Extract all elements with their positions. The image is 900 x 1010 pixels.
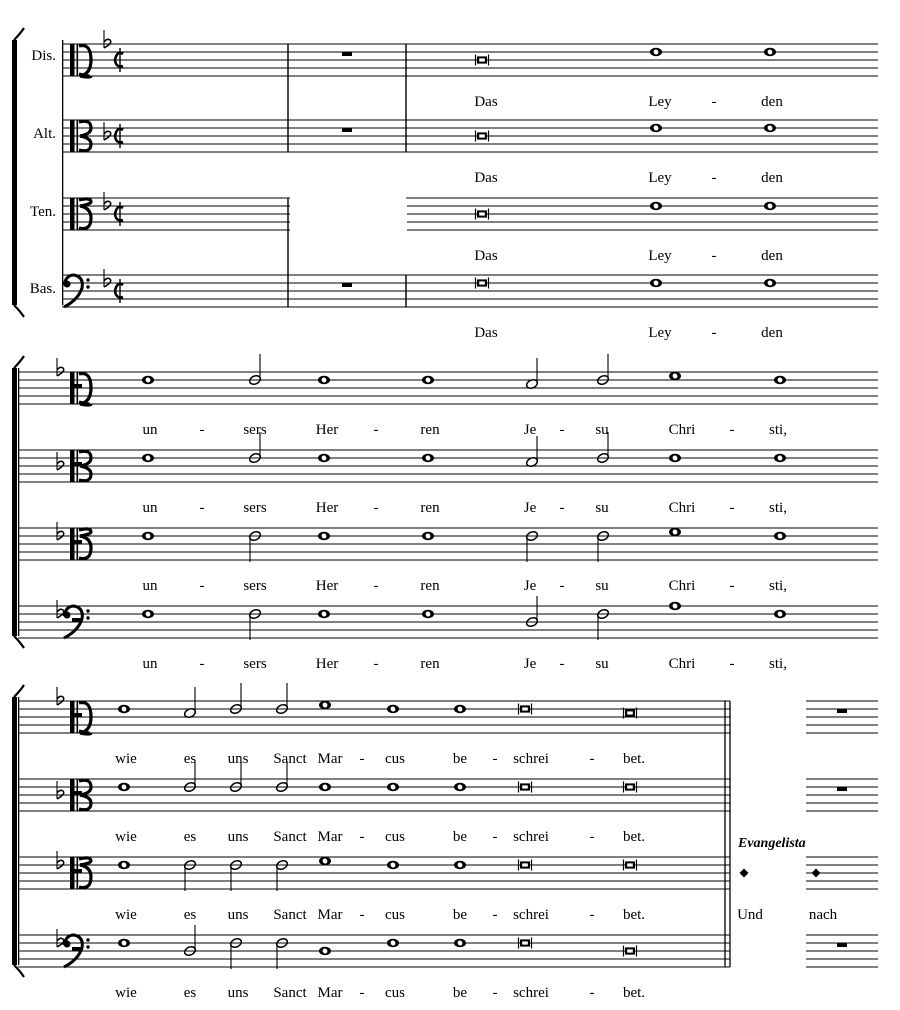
c-clef-curve <box>79 731 91 734</box>
c-clef-curve <box>79 136 91 151</box>
lyric-syllable: es <box>183 829 197 845</box>
c-clef-curve <box>79 536 91 559</box>
c-clef-icon <box>70 372 91 405</box>
bracket-hook <box>14 305 24 317</box>
lyric-syllable: - <box>589 829 595 845</box>
half-rest <box>72 540 82 544</box>
lyric-syllable: Sanct <box>273 985 307 1001</box>
c-clef-icon <box>70 44 91 77</box>
lyric-syllable: sers <box>243 656 267 672</box>
voice-name-tenor: Ten. <box>29 204 56 220</box>
c-clef-bar <box>70 120 75 152</box>
lyric-syllable: sers <box>243 500 267 516</box>
lyric-syllable: sti, <box>769 500 787 516</box>
lyric-syllable: Sanct <box>273 751 307 767</box>
lyric-syllable: Mar <box>317 985 343 1001</box>
lyric-syllable: schrei <box>513 751 549 767</box>
breve-note-hole <box>522 707 528 710</box>
lyric-syllable: bet. <box>622 907 646 923</box>
breve-note-hole <box>522 941 528 944</box>
lyric-syllable: - <box>559 578 565 594</box>
diamond-note-head <box>740 869 749 878</box>
whole-rest <box>837 787 847 791</box>
lyric-syllable: Ley <box>648 170 672 186</box>
lyric-syllable: Sanct <box>273 907 307 923</box>
staff-gap <box>290 196 407 232</box>
tempo-text-evangelista: Evangelista <box>738 836 806 851</box>
lyric-syllable: - <box>559 656 565 672</box>
lyric-syllable: - <box>711 325 717 341</box>
lyric-syllable: un <box>142 500 158 516</box>
lyric-syllable: Je <box>523 500 537 516</box>
lyric-syllable: su <box>595 656 609 672</box>
breve-note-hole <box>627 863 633 866</box>
lyric-syllable: cus <box>385 829 405 845</box>
lyric-syllable: - <box>711 248 717 264</box>
flat-icon <box>104 122 111 140</box>
lyric-syllable: sti, <box>769 656 787 672</box>
lyric-syllable: Mar <box>317 829 343 845</box>
lyric-syllable: wie <box>115 985 137 1001</box>
lyric-syllable: - <box>373 578 379 594</box>
lyric-syllable: Je <box>523 422 537 438</box>
system-bracket <box>12 28 24 317</box>
lyric-syllable: un <box>142 578 158 594</box>
lyric-syllable: Chri <box>668 578 696 594</box>
lyric-syllable: - <box>199 578 205 594</box>
half-rest <box>72 618 82 622</box>
bracket-hook <box>14 356 24 368</box>
lyric-syllable: - <box>589 985 595 1001</box>
half-rest <box>72 791 82 795</box>
lyric-syllable: es <box>183 985 197 1001</box>
staff-sys3-cont-voice1 <box>806 701 878 733</box>
c-clef-icon <box>70 701 91 734</box>
lyric-syllable: be <box>452 985 468 1001</box>
lyric-syllable: ren <box>420 500 440 516</box>
lyric-syllable: Her <box>315 578 339 594</box>
lyric-syllable: Ley <box>648 325 672 341</box>
half-rest <box>72 384 82 388</box>
lyric-syllable: Und <box>737 907 763 923</box>
lyric-syllable: - <box>359 829 365 845</box>
lyric-syllable: Her <box>315 500 339 516</box>
c-clef-curve <box>79 703 91 733</box>
lyric-syllable: ren <box>420 578 440 594</box>
half-rest <box>72 713 82 717</box>
whole-rest <box>342 52 352 56</box>
system-line <box>18 697 19 965</box>
lyric-syllable: Mar <box>317 907 343 923</box>
lyric-syllable: den <box>761 248 783 264</box>
breve-note-hole <box>522 863 528 866</box>
flat-icon <box>104 192 111 210</box>
bracket-hook <box>14 685 24 697</box>
lyric-syllable: - <box>492 985 498 1001</box>
c-clef-curve <box>79 46 91 76</box>
staff-sys1-voice1 <box>62 44 878 76</box>
voice-name-alt: Alt. <box>33 126 56 142</box>
c-clef-curve <box>79 121 91 136</box>
lyric-syllable: Das <box>474 248 498 264</box>
lyric-syllable: uns <box>227 985 249 1001</box>
lyric-syllable: - <box>729 578 735 594</box>
lyric-syllable: den <box>761 94 783 110</box>
lyric-syllable: - <box>359 985 365 1001</box>
breve-note-hole <box>479 134 485 137</box>
half-rest <box>72 947 82 951</box>
lyric-syllable: Das <box>474 94 498 110</box>
lyric-syllable: Mar <box>317 751 343 767</box>
lyric-syllable: - <box>492 829 498 845</box>
lyric-syllable: schrei <box>513 907 549 923</box>
lyric-syllable: un <box>142 656 158 672</box>
lyric-syllable: ren <box>420 422 440 438</box>
system-line <box>18 368 19 636</box>
lyric-syllable: be <box>452 907 468 923</box>
breve-note-hole <box>522 785 528 788</box>
lyric-syllable: be <box>452 829 468 845</box>
lyric-syllable: den <box>761 170 783 186</box>
lyric-syllable: es <box>183 907 197 923</box>
lyric-syllable: wie <box>115 751 137 767</box>
flat-icon <box>104 30 111 48</box>
c-clef-bar <box>70 44 75 76</box>
f-clef-blob <box>64 281 71 288</box>
breve-note-hole <box>627 949 633 952</box>
lyric-syllable: Her <box>315 656 339 672</box>
lyric-syllable: - <box>589 907 595 923</box>
lyric-syllable: den <box>761 325 783 341</box>
f-clef-dot <box>86 938 89 941</box>
lyric-syllable: sers <box>243 578 267 594</box>
lyric-syllable: Chri <box>668 656 696 672</box>
c-clef-bar <box>77 198 79 230</box>
lyric-syllable: Das <box>474 325 498 341</box>
c-clef-curve <box>79 466 91 481</box>
lyric-syllable: - <box>711 94 717 110</box>
staff-sys1-voice3 <box>62 198 878 230</box>
lyric-syllable: cus <box>385 985 405 1001</box>
lyric-syllable: - <box>199 500 205 516</box>
breve-note-hole <box>479 58 485 61</box>
breve-note-hole <box>627 711 633 714</box>
f-clef-blob <box>64 612 71 619</box>
flat-icon <box>57 358 64 376</box>
c-clef-bar <box>77 120 79 152</box>
voice-name-bass: Bas. <box>29 281 56 297</box>
f-clef-dot <box>86 285 89 288</box>
c-clef-curve <box>79 374 91 404</box>
flat-icon <box>57 687 64 705</box>
lyric-syllable: wie <box>115 829 137 845</box>
lyric-syllable: - <box>359 907 365 923</box>
f-clef-dot <box>86 616 89 619</box>
whole-rest <box>342 283 352 287</box>
lyric-syllable: nach <box>808 907 838 923</box>
flat-icon <box>57 851 64 869</box>
lyric-syllable: cus <box>385 907 405 923</box>
lyric-syllable: sti, <box>769 578 787 594</box>
lyric-syllable: Das <box>474 170 498 186</box>
breve-note-hole <box>627 785 633 788</box>
lyric-syllable: be <box>452 751 468 767</box>
flat-icon <box>57 781 64 799</box>
lyric-syllable: - <box>559 500 565 516</box>
lyric-syllable: Je <box>523 656 537 672</box>
lyric-syllable: Je <box>523 578 537 594</box>
lyric-syllable: - <box>589 751 595 767</box>
bracket-hook <box>14 28 24 40</box>
flat-icon <box>57 522 64 540</box>
c-clef-curve <box>79 74 91 77</box>
lyric-syllable: uns <box>227 907 249 923</box>
lyric-syllable: - <box>711 170 717 186</box>
bracket-bar <box>12 697 17 965</box>
f-clef-dot <box>86 609 89 612</box>
lyric-syllable: - <box>199 422 205 438</box>
lyric-syllable: - <box>729 422 735 438</box>
bracket-bar <box>12 368 17 636</box>
c-clef-bar <box>70 198 75 230</box>
lyric-syllable: Sanct <box>273 829 307 845</box>
breve-note-hole <box>479 281 485 284</box>
breve-note-hole <box>479 212 485 215</box>
lyric-syllable: cus <box>385 751 405 767</box>
system-line <box>62 40 63 305</box>
lyric-syllable: - <box>373 500 379 516</box>
lyric-syllable: bet. <box>622 751 646 767</box>
lyric-syllable: bet. <box>622 985 646 1001</box>
lyric-syllable: - <box>729 656 735 672</box>
diamond-note-head <box>812 869 821 878</box>
staff-sys3-cont-voice2 <box>806 779 878 811</box>
flat-icon <box>104 269 111 287</box>
f-clef-dot <box>86 278 89 281</box>
lyric-syllable: Her <box>315 422 339 438</box>
c-clef-curve <box>79 795 91 810</box>
f-clef-dot <box>86 945 89 948</box>
lyric-syllable: su <box>595 578 609 594</box>
staff-sys1-voice2 <box>62 120 878 152</box>
lyric-syllable: schrei <box>513 985 549 1001</box>
staff-sys1-voice4 <box>62 275 878 307</box>
lyric-syllable: - <box>492 751 498 767</box>
lyric-syllable: un <box>142 422 158 438</box>
half-rest <box>72 869 82 873</box>
half-rest <box>72 462 82 466</box>
lyric-syllable: - <box>373 422 379 438</box>
lyric-syllable: su <box>595 500 609 516</box>
lyric-syllable: sers <box>243 422 267 438</box>
bracket-bar <box>12 40 17 305</box>
lyric-syllable: Ley <box>648 248 672 264</box>
lyric-syllable: uns <box>227 751 249 767</box>
c-clef-curve <box>79 206 91 229</box>
lyric-syllable: ren <box>420 656 440 672</box>
whole-rest <box>837 709 847 713</box>
lyric-syllable: - <box>729 500 735 516</box>
lyric-syllable: bet. <box>622 829 646 845</box>
lyric-syllable: Chri <box>668 500 696 516</box>
lyric-syllable: Chri <box>668 422 696 438</box>
lyric-syllable: - <box>199 656 205 672</box>
lyric-syllable: es <box>183 751 197 767</box>
lyric-syllable: - <box>359 751 365 767</box>
lyric-syllable: sti, <box>769 422 787 438</box>
lyric-syllable: schrei <box>513 829 549 845</box>
whole-rest <box>837 943 847 947</box>
whole-rest <box>342 128 352 132</box>
lyric-syllable: - <box>559 422 565 438</box>
lyric-syllable: - <box>492 907 498 923</box>
c-clef-curve <box>79 865 91 888</box>
lyric-syllable: su <box>595 422 609 438</box>
c-clef-bar <box>77 44 79 76</box>
lyric-syllable: wie <box>115 907 137 923</box>
staff-sys3-cont-voice4 <box>806 935 878 967</box>
lyric-syllable: uns <box>227 829 249 845</box>
voice-name-discant: Dis. <box>31 48 56 64</box>
lyric-syllable: - <box>373 656 379 672</box>
f-clef-blob <box>64 941 71 948</box>
flat-icon <box>57 452 64 470</box>
c-clef-curve <box>79 402 91 405</box>
lyric-syllable: Ley <box>648 94 672 110</box>
